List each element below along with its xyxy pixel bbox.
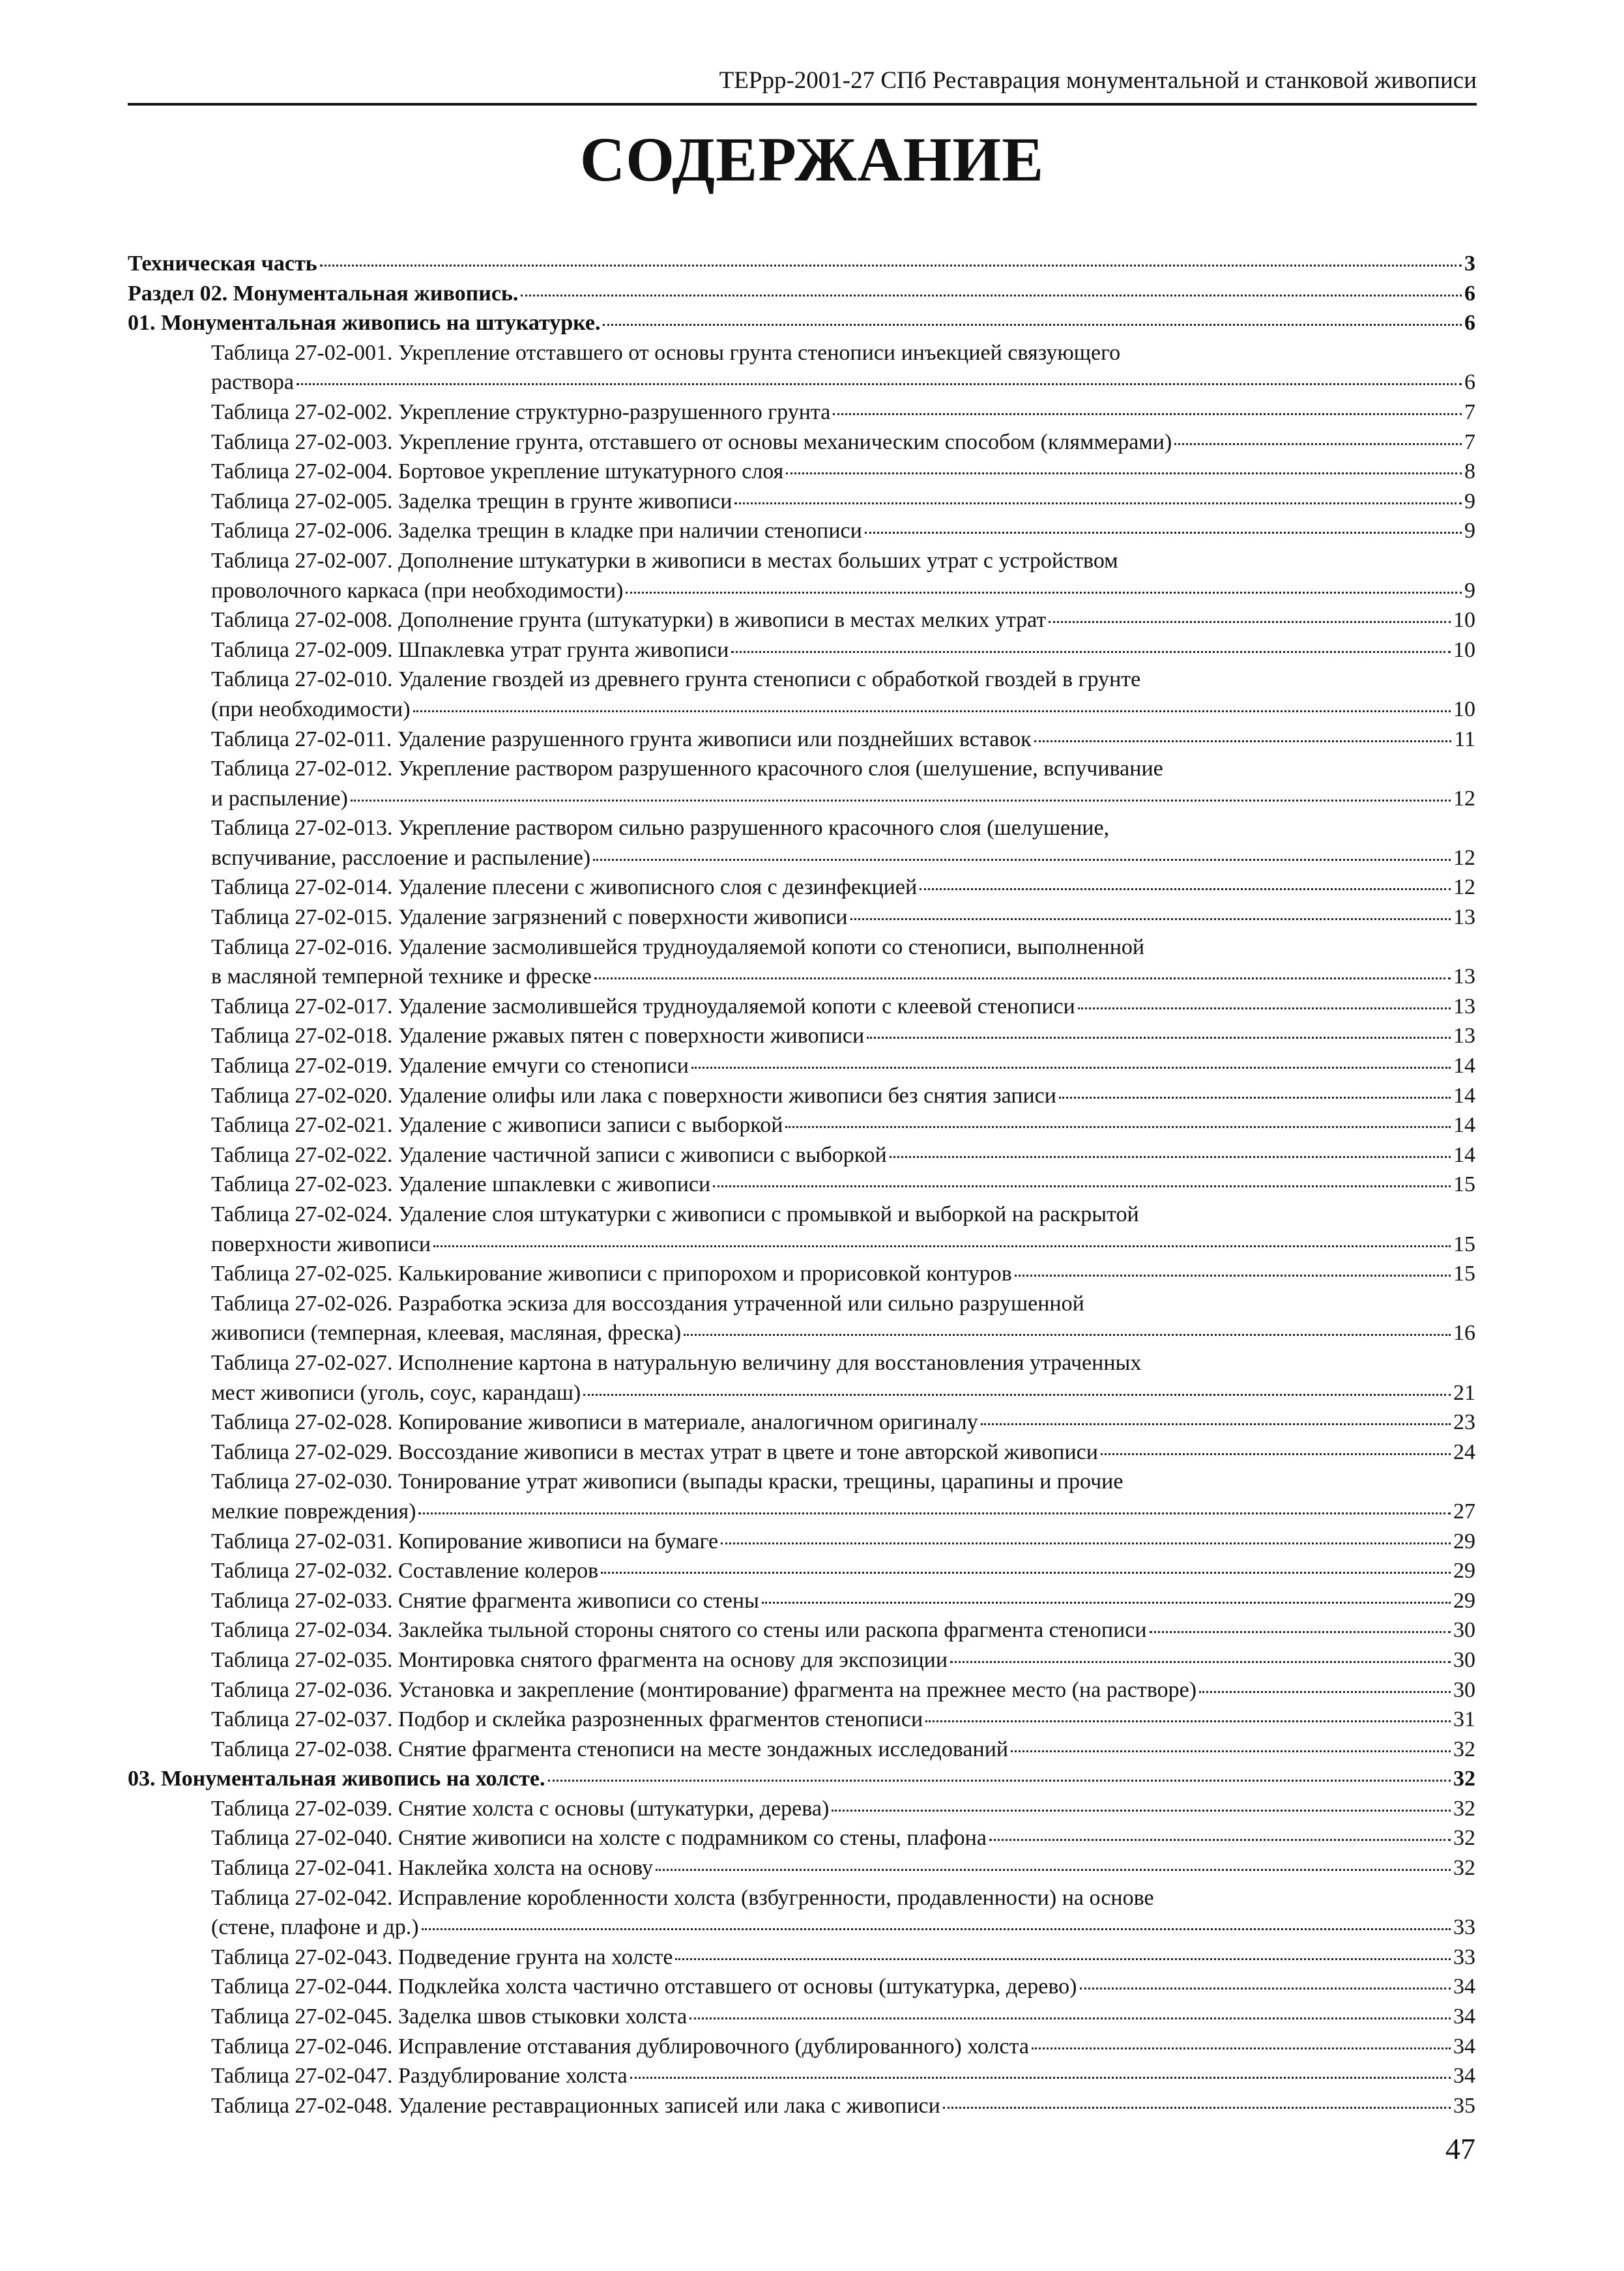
toc-entry-title: Таблица 27-02-036. Установка и закрепление (монтирование) фрагмента на прежнее место (на растворе) — [211, 1677, 1197, 1702]
toc-entry-title: Таблица 27-02-010. Удаление гвоздей из древнего грунта стенописи с обработкой гвоздей в грунте — [211, 667, 1141, 692]
toc-entry — [128, 516, 1475, 546]
toc-entry — [128, 1943, 1475, 1973]
toc-dot-leader — [320, 265, 1462, 267]
toc-page-number: 30 — [1453, 1618, 1475, 1643]
toc-entry-title: Таблица 27-02-032. Составление колеров — [211, 1559, 599, 1584]
toc-page-number: 10 — [1453, 697, 1475, 721]
toc-entry-title: Таблица 27-02-012. Укрепление раствором разрушенного красочного слоя (шелушение, вспучивание — [211, 757, 1163, 781]
toc-dot-leader — [762, 1602, 1451, 1604]
toc-dot-leader — [1080, 1988, 1451, 1989]
toc-entry-title: Таблица 27-02-031. Копирование живописи на бумаге — [211, 1529, 719, 1554]
toc-entry — [128, 368, 1475, 398]
toc-page-number: 9 — [1464, 578, 1475, 603]
toc-entry — [128, 1467, 1475, 1497]
toc-entry — [128, 635, 1475, 665]
toc-entry — [128, 1289, 1475, 1319]
toc-entry-title: Таблица 27-02-041. Наклейка холста на основу — [211, 1856, 654, 1881]
toc-page-number: 9 — [1464, 489, 1475, 514]
toc-entry-title: Таблица 27-02-023. Удаление шпаклевки с живописи — [211, 1172, 711, 1197]
toc-page-number: 32 — [1453, 1767, 1475, 1791]
toc-entry — [128, 665, 1475, 695]
toc-entry — [128, 1913, 1475, 1943]
toc-entry-title: Таблица 27-02-004. Бортовое укрепление штукатурного слоя — [211, 459, 784, 484]
page-title: СОДЕРЖАНИЕ — [579, 124, 1045, 194]
toc-dot-leader — [594, 977, 1451, 979]
toc-page-number: 3 — [1464, 252, 1475, 276]
toc-page-number: 21 — [1453, 1380, 1475, 1405]
toc-entry — [128, 1705, 1475, 1735]
toc-entry-title: 01. Монументальная живопись на штукатурке. — [128, 311, 601, 336]
toc-dot-leader — [1078, 1007, 1451, 1009]
toc-page-number: 7 — [1464, 429, 1475, 454]
header-rule — [128, 103, 1477, 106]
toc-dot-leader — [1015, 1275, 1451, 1277]
toc-page-number: 33 — [1453, 1945, 1475, 1969]
toc-entry — [128, 1021, 1475, 1051]
toc-entry-title: (при необходимости) — [211, 697, 411, 721]
toc-entry-title: Таблица 27-02-022. Удаление частичной записи с живописи с выборкой — [211, 1142, 887, 1167]
toc-dot-leader — [689, 2018, 1451, 2019]
toc-dot-leader — [583, 1394, 1451, 1396]
toc-entry-title: Таблица 27-02-042. Исправление коробленности холста (взбугренности, продавленности) на основе — [211, 1885, 1154, 1910]
toc-page-number: 6 — [1464, 281, 1475, 306]
toc-entry — [128, 1497, 1475, 1527]
toc-page-number: 32 — [1453, 1856, 1475, 1881]
toc-entry-title: Таблица 27-02-039. Снятие холста с основы (штукатурки, дерева) — [211, 1796, 830, 1821]
toc-entry — [128, 754, 1475, 784]
toc-dot-leader — [593, 859, 1451, 861]
toc-dot-leader — [656, 1869, 1451, 1871]
toc-page-number: 15 — [1453, 1172, 1475, 1197]
toc-entry — [128, 1615, 1475, 1645]
toc-page-number: 34 — [1453, 1974, 1475, 1999]
toc-entry — [128, 576, 1475, 606]
toc-section-heading — [128, 1764, 1475, 1794]
toc-entry-title: Таблица 27-02-016. Удаление засмолившейся трудноудаляемой копоти со стенописи, выполненной — [211, 934, 1145, 959]
toc-page-number: 33 — [1453, 1915, 1475, 1940]
toc-dot-leader — [1034, 740, 1452, 742]
toc-entry-title: Таблица 27-02-005. Заделка трещин в грунте живописи — [211, 489, 732, 514]
toc-dot-leader — [713, 1185, 1451, 1187]
toc-dot-leader — [943, 2107, 1451, 2109]
toc-entry-title: Таблица 27-02-034. Заклейка тыльной стороны снятого со стены или раскопа фрагмента стенописи — [211, 1618, 1147, 1643]
toc-entry-title: Техническая часть — [128, 252, 317, 276]
toc-entry-title: Таблица 27-02-033. Снятие фрагмента живописи со стены — [211, 1588, 759, 1613]
toc-entry — [128, 338, 1475, 368]
toc-dot-leader — [351, 800, 1451, 802]
toc-entry-title: Таблица 27-02-013. Укрепление раствором сильно разрушенного красочного слоя (шелушение, — [211, 816, 1110, 841]
toc-page-number: 14 — [1453, 1142, 1475, 1167]
toc-section-heading — [128, 279, 1475, 309]
toc-entry-title: 03. Монументальная живопись на холсте. — [128, 1767, 545, 1791]
toc-dot-leader — [1174, 443, 1462, 445]
toc-entry — [128, 1735, 1475, 1765]
toc-page-number: 11 — [1454, 727, 1475, 751]
toc-entry — [128, 457, 1475, 487]
toc-page-number: 32 — [1453, 1826, 1475, 1851]
table-of-contents — [128, 249, 1475, 2120]
toc-entry-title: Таблица 27-02-040. Снятие живописи на холсте с подрамником со стены, плафона — [211, 1826, 987, 1851]
toc-dot-leader — [691, 1067, 1451, 1069]
toc-dot-leader — [297, 383, 1462, 385]
toc-dot-leader — [920, 888, 1451, 890]
toc-entry — [128, 933, 1475, 962]
toc-dot-leader — [1150, 1631, 1451, 1633]
toc-entry-title: Таблица 27-02-002. Укрепление структурно-разрушенного грунта — [211, 399, 831, 424]
toc-entry — [128, 1408, 1475, 1438]
toc-dot-leader — [785, 1126, 1451, 1128]
toc-entry-title: вспучивание, расслоение и распыление) — [211, 845, 591, 870]
toc-entry — [128, 2061, 1475, 2091]
toc-page-number: 32 — [1453, 1737, 1475, 1761]
toc-page-number: 34 — [1453, 2004, 1475, 2029]
toc-entry — [128, 1081, 1475, 1111]
toc-dot-leader — [950, 1661, 1451, 1663]
toc-page-number: 29 — [1453, 1559, 1475, 1584]
toc-entry — [128, 1675, 1475, 1705]
toc-entry — [128, 784, 1475, 814]
toc-page-number: 16 — [1453, 1321, 1475, 1346]
toc-entry — [128, 1556, 1475, 1586]
toc-entry-title: раствора — [211, 370, 294, 395]
toc-entry — [128, 992, 1475, 1022]
toc-page-number: 29 — [1453, 1529, 1475, 1554]
toc-page-number: 13 — [1453, 905, 1475, 930]
toc-page-number: 9 — [1464, 519, 1475, 543]
toc-page-number: 12 — [1453, 875, 1475, 900]
toc-entry-title: Таблица 27-02-044. Подклейка холста частично отставшего от основы (штукатурка, дерево) — [211, 1974, 1077, 1999]
toc-entry — [128, 1110, 1475, 1140]
toc-entry-title: Таблица 27-02-001. Укрепление отставшего от основы грунта стенописи инъекцией связующего — [211, 340, 1121, 365]
toc-entry-title: Таблица 27-02-014. Удаление плесени с живописного слоя с дезинфекцией — [211, 875, 918, 900]
toc-page-number: 14 — [1453, 1113, 1475, 1138]
toc-entry-title: живописи (темперная, клеевая, масляная, фреска) — [211, 1321, 682, 1346]
toc-entry — [128, 1527, 1475, 1557]
toc-page-number: 32 — [1453, 1796, 1475, 1821]
toc-entry-title: Таблица 27-02-045. Заделка швов стыковки холста — [211, 2004, 688, 2029]
toc-dot-leader — [832, 1810, 1451, 1812]
toc-entry — [128, 903, 1475, 933]
toc-entry-title: Таблица 27-02-011. Удаление разрушенного грунта живописи или позднейших вставок — [211, 727, 1032, 751]
toc-entry — [128, 2091, 1475, 2121]
toc-entry — [128, 1348, 1475, 1378]
toc-entry-title: Таблица 27-02-027. Исполнение картона в натуральную величину для восстановления утраченных — [211, 1350, 1142, 1375]
toc-page-number: 12 — [1453, 786, 1475, 811]
toc-entry — [128, 605, 1475, 635]
toc-dot-leader — [786, 472, 1462, 474]
toc-entry-title: Таблица 27-02-009. Шпаклевка утрат грунта живописи — [211, 637, 729, 662]
toc-entry-title: Таблица 27-02-003. Укрепление грунта, отставшего от основы механическим способом (кляммерами) — [211, 429, 1172, 454]
toc-entry — [128, 1170, 1475, 1200]
toc-entry-title: Таблица 27-02-008. Дополнение грунта (штукатурки) в живописи в местах мелких утрат — [211, 608, 1047, 633]
toc-page-number: 14 — [1453, 1083, 1475, 1108]
toc-page-number: 15 — [1453, 1262, 1475, 1286]
toc-dot-leader — [675, 1958, 1451, 1960]
toc-entry-title: Таблица 27-02-047. Раздублирование холста — [211, 2064, 628, 2089]
toc-section-heading — [128, 249, 1475, 279]
toc-dot-leader — [684, 1334, 1451, 1336]
toc-page-number: 13 — [1453, 994, 1475, 1019]
toc-page-number: 29 — [1453, 1588, 1475, 1613]
toc-page-number: 10 — [1453, 608, 1475, 633]
toc-entry-title: Таблица 27-02-019. Удаление емчуги со стенописи — [211, 1054, 689, 1078]
toc-entry-title: Таблица 27-02-035. Монтировка снятого фрагмента на основу для экспозиции — [211, 1647, 948, 1672]
toc-dot-leader — [721, 1542, 1451, 1544]
toc-entry-title: Таблица 27-02-024. Удаление слоя штукатурки с живописи с промывкой и выборкой на раскрытой — [211, 1202, 1139, 1226]
toc-entry-title: Таблица 27-02-046. Исправление отставания дублировочного (дублированного) холста — [211, 2034, 1029, 2059]
toc-dot-leader — [422, 1928, 1451, 1930]
toc-page-number: 23 — [1453, 1410, 1475, 1435]
toc-entry — [128, 1051, 1475, 1081]
toc-page-number: 13 — [1453, 964, 1475, 989]
toc-entry — [128, 1200, 1475, 1230]
toc-section-heading — [128, 308, 1475, 338]
toc-dot-leader — [833, 413, 1462, 415]
toc-entry-title: Таблица 27-02-015. Удаление загрязнений с поверхности живописи — [211, 905, 848, 930]
toc-entry — [128, 546, 1475, 576]
toc-page-number: 15 — [1453, 1232, 1475, 1256]
running-header: ТЕРрр-2001-27 СПб Реставрация монументальной и станковой живописи — [719, 67, 1477, 94]
toc-dot-leader — [521, 295, 1462, 297]
toc-entry — [128, 695, 1475, 725]
toc-entry — [128, 1318, 1475, 1348]
toc-entry-title: Таблица 27-02-017. Удаление засмолившейся трудноудаляемой копоти с клеевой стенописи — [211, 994, 1075, 1019]
toc-entry — [128, 2032, 1475, 2062]
toc-dot-leader — [630, 2077, 1451, 2079]
toc-page-number: 24 — [1453, 1439, 1475, 1464]
toc-dot-leader — [865, 532, 1462, 534]
toc-entry — [128, 1823, 1475, 1853]
toc-dot-leader — [731, 651, 1451, 653]
toc-dot-leader — [925, 1720, 1451, 1722]
toc-dot-leader — [867, 1037, 1451, 1039]
toc-page-number: 13 — [1453, 1024, 1475, 1049]
toc-dot-leader — [1032, 2047, 1451, 2049]
toc-dot-leader — [734, 502, 1462, 504]
toc-entry — [128, 1853, 1475, 1883]
toc-entry — [128, 843, 1475, 873]
toc-dot-leader — [548, 1780, 1451, 1782]
toc-entry — [128, 1140, 1475, 1170]
toc-entry-title: Таблица 27-02-026. Разработка эскиза для воссоздания утраченной или сильно разрушенной — [211, 1291, 1084, 1316]
toc-page-number: 6 — [1464, 311, 1475, 336]
page-number: 47 — [1445, 2132, 1475, 2165]
toc-page-number: 34 — [1453, 2034, 1475, 2059]
toc-entry — [128, 813, 1475, 843]
toc-entry-title: Таблица 27-02-021. Удаление с живописи записи с выборкой — [211, 1113, 783, 1138]
toc-entry-title: и распыление) — [211, 786, 348, 811]
toc-page-number: 12 — [1453, 845, 1475, 870]
toc-dot-leader — [1011, 1750, 1451, 1752]
toc-page-number: 35 — [1453, 2093, 1475, 2118]
toc-entry-title: Таблица 27-02-038. Снятие фрагмента стенописи на месте зондажных исследований — [211, 1737, 1009, 1761]
toc-entry-title: Таблица 27-02-043. Подведение грунта на холсте — [211, 1945, 673, 1969]
toc-page-number: 30 — [1453, 1677, 1475, 1702]
toc-dot-leader — [603, 324, 1462, 326]
toc-entry-title: поверхности живописи — [211, 1232, 431, 1256]
toc-entry-title: мелкие повреждения) — [211, 1499, 416, 1524]
toc-entry-title: Таблица 27-02-007. Дополнение штукатурки в живописи в местах больших утрат с устройством — [211, 548, 1118, 573]
toc-entry — [128, 1438, 1475, 1468]
toc-entry — [128, 398, 1475, 427]
toc-entry-title: мест живописи (уголь, соус, карандаш) — [211, 1380, 581, 1405]
toc-page-number: 31 — [1453, 1707, 1475, 1732]
toc-entry — [128, 1794, 1475, 1824]
toc-entry-title: Таблица 27-02-006. Заделка трещин в кладке при наличии стенописи — [211, 519, 862, 543]
toc-entry — [128, 1259, 1475, 1289]
toc-entry-title: Таблица 27-02-037. Подбор и склейка разрозненных фрагментов стенописи — [211, 1707, 923, 1732]
toc-dot-leader — [1101, 1453, 1451, 1455]
toc-dot-leader — [413, 710, 1451, 712]
toc-entry — [128, 873, 1475, 903]
toc-entry — [128, 962, 1475, 992]
toc-entry — [128, 487, 1475, 517]
toc-dot-leader — [989, 1839, 1451, 1841]
toc-entry-title: Таблица 27-02-020. Удаление олифы или лака с поверхности живописи без снятия записи — [211, 1083, 1056, 1108]
toc-entry — [128, 725, 1475, 755]
toc-entry-title: Раздел 02. Монументальная живопись. — [128, 281, 519, 306]
toc-entry — [128, 1230, 1475, 1260]
toc-dot-leader — [626, 592, 1462, 594]
toc-page-number: 10 — [1453, 637, 1475, 662]
toc-page-number: 30 — [1453, 1647, 1475, 1672]
toc-dot-leader — [890, 1156, 1451, 1158]
toc-dot-leader — [1059, 1097, 1451, 1099]
toc-entry-title: Таблица 27-02-028. Копирование живописи в материале, аналогичном оригиналу — [211, 1410, 978, 1435]
toc-page-number: 34 — [1453, 2064, 1475, 2089]
toc-page-number: 8 — [1464, 459, 1475, 484]
toc-entry — [128, 1883, 1475, 1913]
toc-entry-title: Таблица 27-02-030. Тонирование утрат живописи (выпады краски, трещины, царапины и прочие — [211, 1469, 1124, 1494]
toc-entry — [128, 1972, 1475, 2002]
toc-entry-title: Таблица 27-02-029. Воссоздание живописи в местах утрат в цвете и тоне авторской живописи — [211, 1439, 1098, 1464]
toc-entry-title: Таблица 27-02-018. Удаление ржавых пятен с поверхности живописи — [211, 1024, 865, 1049]
toc-entry — [128, 1378, 1475, 1408]
toc-dot-leader — [981, 1423, 1451, 1425]
toc-entry-title: Таблица 27-02-025. Калькирование живописи с припорохом и прорисовкой контуров — [211, 1262, 1012, 1286]
toc-page-number: 6 — [1464, 370, 1475, 395]
toc-page-number: 14 — [1453, 1054, 1475, 1078]
toc-dot-leader — [1199, 1691, 1451, 1693]
toc-entry-title: в масляной темперной технике и фреске — [211, 964, 592, 989]
toc-entry-title: Таблица 27-02-048. Удаление реставрационных записей или лака с живописи — [211, 2093, 940, 2118]
toc-entry-title: проволочного каркаса (при необходимости) — [211, 578, 624, 603]
toc-entry — [128, 1586, 1475, 1616]
toc-entry — [128, 2002, 1475, 2032]
toc-page-number: 7 — [1464, 399, 1475, 424]
toc-dot-leader — [418, 1512, 1451, 1514]
toc-entry — [128, 1645, 1475, 1675]
toc-dot-leader — [850, 918, 1451, 920]
toc-dot-leader — [601, 1572, 1451, 1574]
toc-dot-leader — [1049, 621, 1451, 623]
toc-entry-title: (стене, плафоне и др.) — [211, 1915, 419, 1940]
toc-entry — [128, 427, 1475, 457]
toc-page-number: 27 — [1453, 1499, 1475, 1524]
toc-dot-leader — [433, 1245, 1451, 1247]
